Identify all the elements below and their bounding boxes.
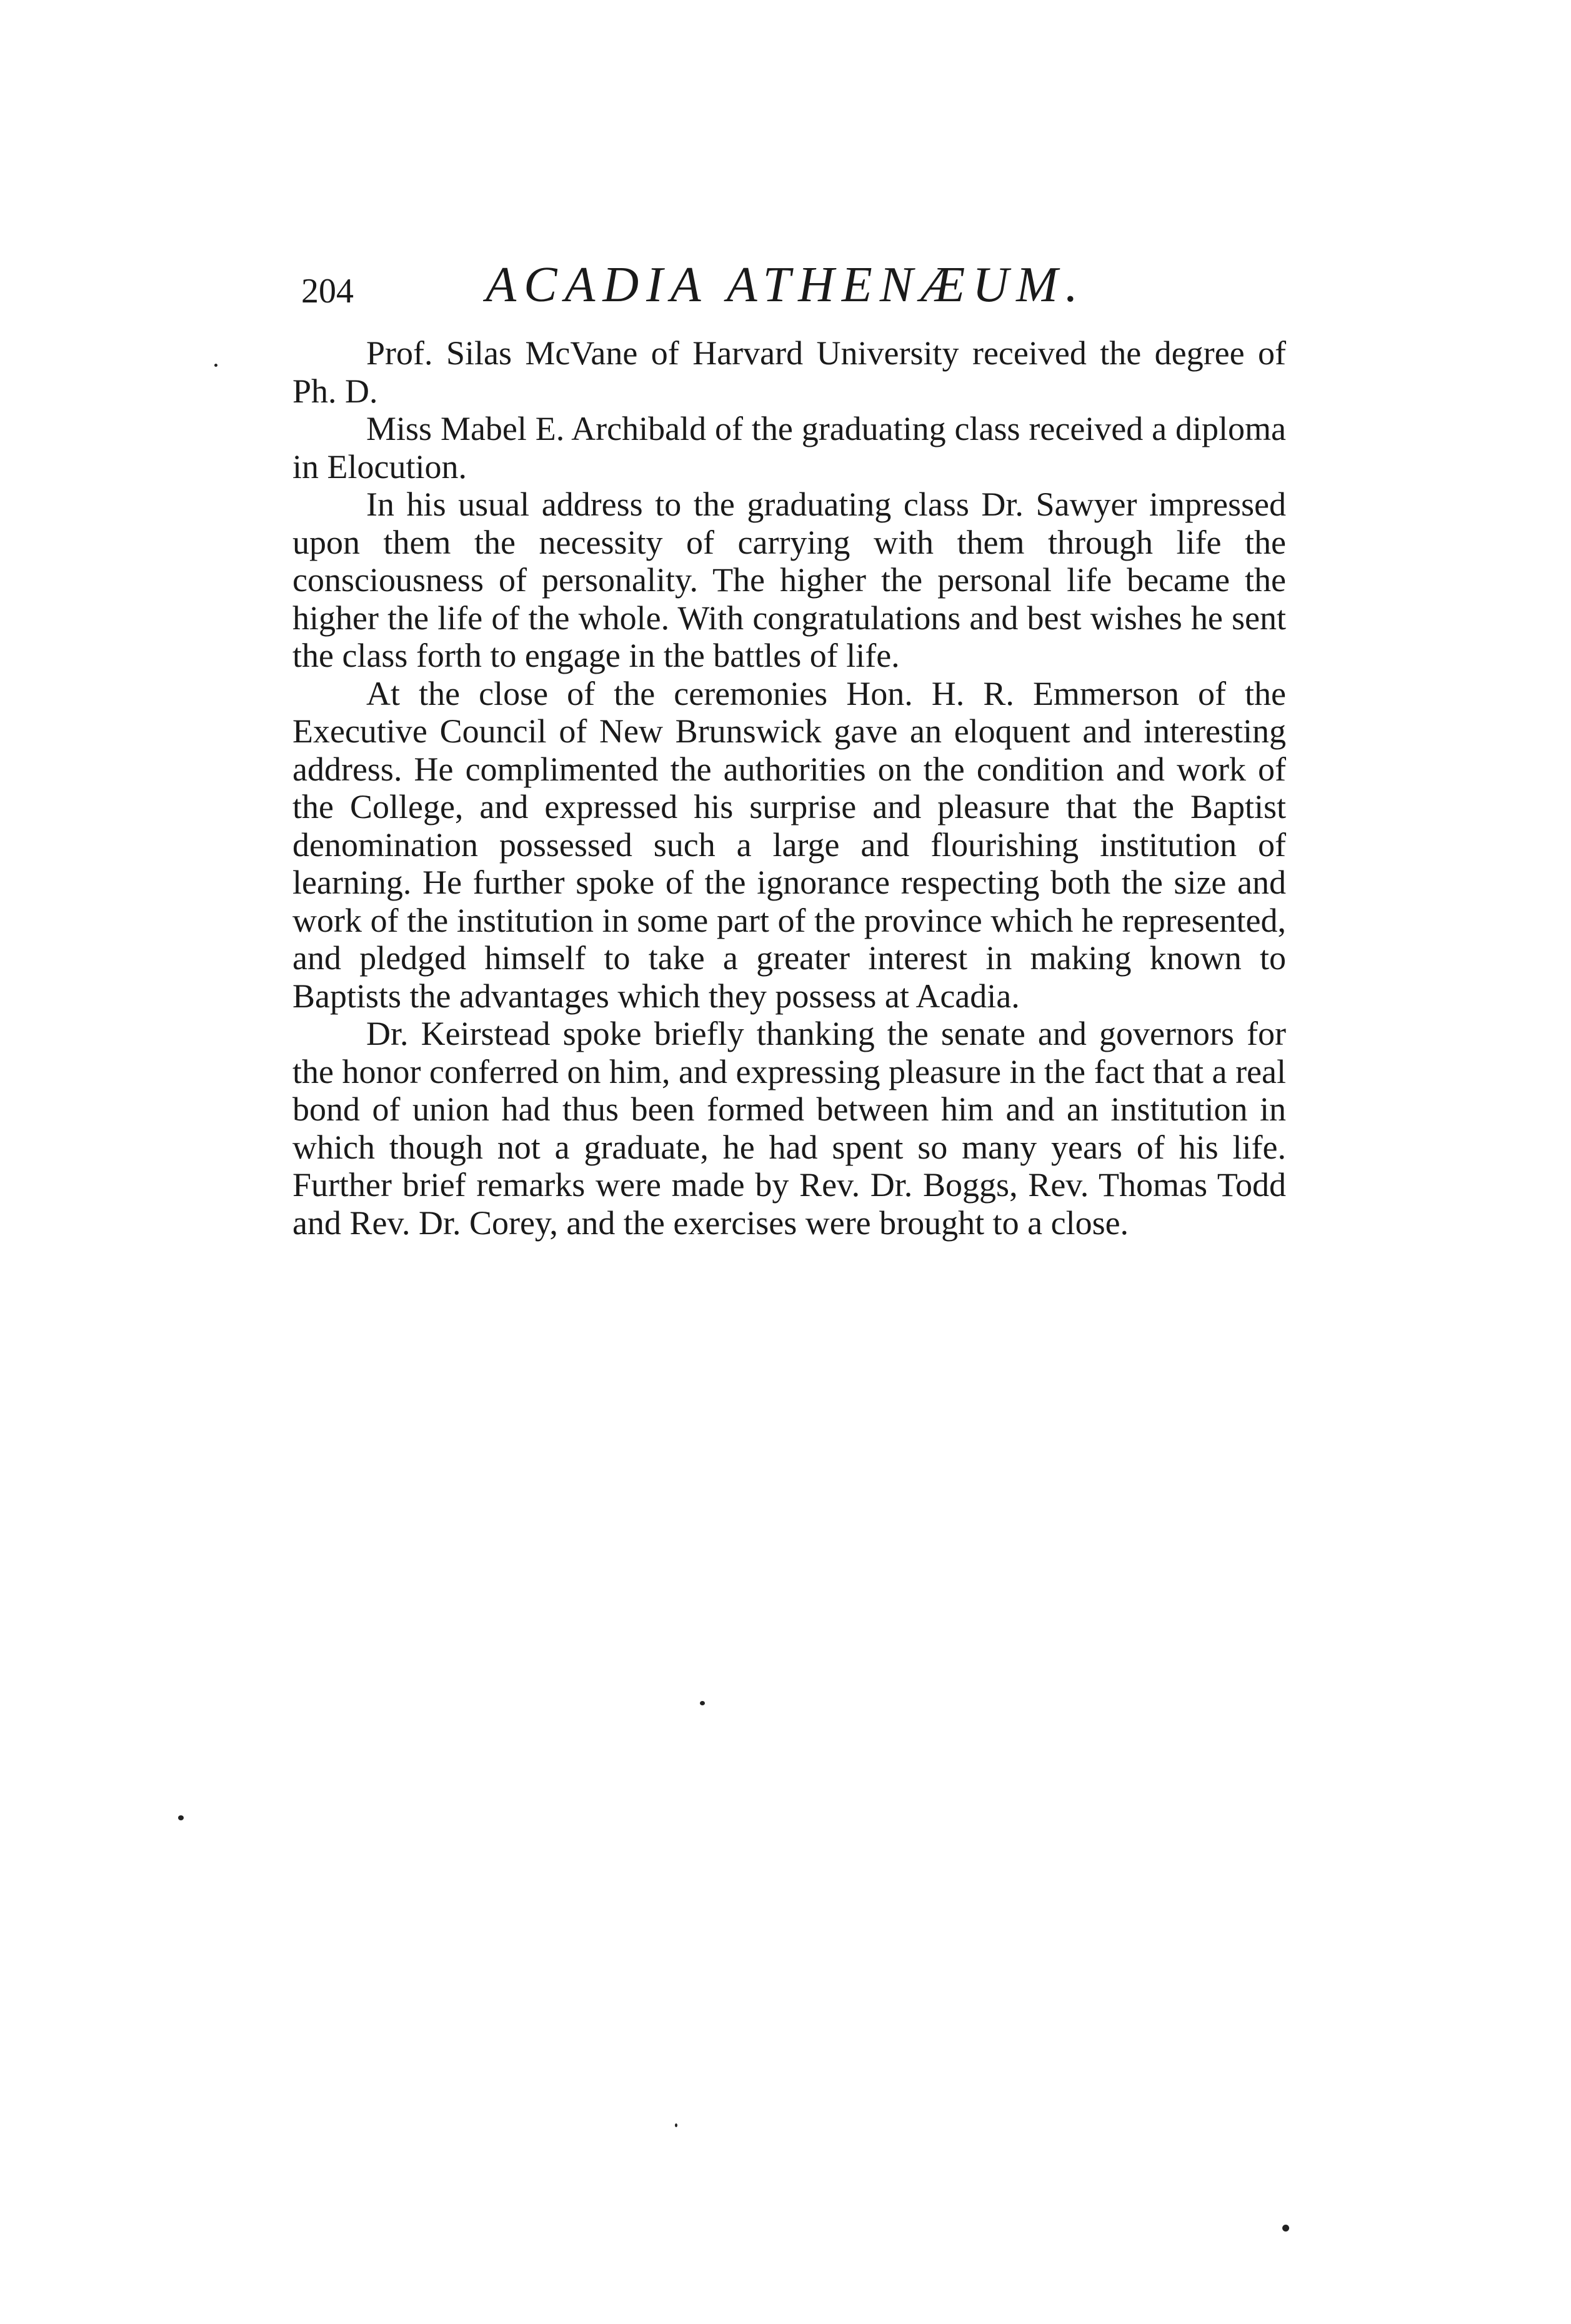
scan-speck [214,364,217,367]
paragraph: In his usual address to the graduating class Dr. Sawyer impressed upon them the necessity of carrying with them through life the consciousness of personality. The higher the personal life became the higher the life of the whole. With congratulations and best wishes he sent the class forth to engage in the battles of life. [292,486,1286,674]
article-body [292,334,1286,1242]
scan-speck [675,2123,677,2127]
page-number: 204 [301,272,354,311]
paragraph: Miss Mabel E. Archibald of the graduating class received a diploma in Elocution. [292,410,1286,486]
paragraph: At the close of the ceremonies Hon. H. R. Emmerson of the Executive Council of New Brunswick gave an eloquent and interesting address. He complimented the authorities on the condition and work of the College, and expressed his surprise and pleasure that the Baptist denomination possessed such a large and flourishing institution of learning. He further spoke of the ignorance respecting both the size and work of the institution in some part of the province which he represented, and pledged himself to take a greater interest in making known to Baptists the advantages which they possess at Acadia. [292,674,1286,1015]
paragraph: Prof. Silas McVane of Harvard University received the degree of Ph. D. [292,334,1286,410]
scan-speck [178,1815,184,1820]
scan-speck [700,1701,705,1705]
running-head: ACADIA ATHENÆUM. [486,257,1085,312]
scan-speck [1282,2225,1289,2232]
paragraph: Dr. Keirstead spoke briefly thanking the senate and governors for the honor conferred on him, and expressing pleasure in the fact that a real bond of union had thus been formed between him and an institution in which though not a graduate, he had spent so many years of his life. Further brief remarks were made by Rev. Dr. Boggs, Rev. Thomas Todd and Rev. Dr. Corey, and the exercises were brought to a close. [292,1015,1286,1242]
